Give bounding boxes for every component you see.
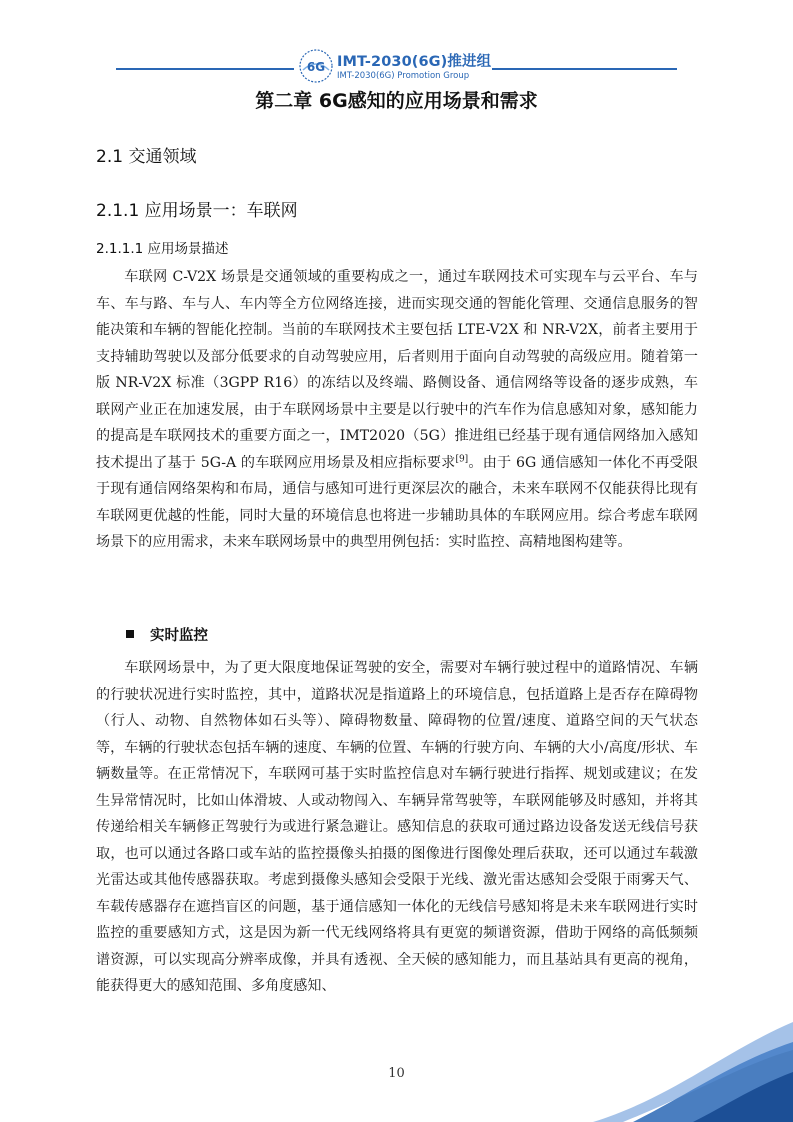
square-bullet-icon [126, 630, 134, 638]
citation-ref[interactable]: [9] [455, 453, 469, 464]
header-rule-left [116, 68, 294, 70]
imt-2030-logo-icon [298, 48, 334, 84]
intro-text-cont: 。由于 6G 通信感知一体化不再受限于现有通信网络架构和布局，通信与感知可进行更深层次的融合，未来车联网不仅能获得比现有车联网更优越的性能，同时大量的环境信息也将进一步辅助具体的车联网应用。综合考虑车联网场景下的应用需求，未来车联网场景中的典型用例包括：实时监控、高精地图构建等。 [96, 454, 699, 550]
corner-wave-decoration [553, 1002, 793, 1122]
page-header [0, 0, 793, 90]
section-heading: 2.1 交通领域 [96, 147, 197, 167]
logo-mark-text: 6G [306, 60, 326, 74]
page-number: 10 [388, 1066, 405, 1081]
monitoring-paragraph: 车联网场景中，为了更大限度地保证驾驶的安全，需要对车辆行驶过程中的道路情况、车辆的行驶状况进行实时监控，其中，道路状况是指道路上的环境信息，包括道路上是否存在障碍物（行人、动物、自然物体如石头等）、障碍物数量、障碍物的位置/速度、道路空间的天气状态等，车辆的行驶状态包括车辆的速度、车辆的位置、车辆的行驶方向、车辆的大小/高度/形状、车辆数量等。在正常情况下，车联网可基于实时监控信息对车辆行驶进行指挥、规划或建议；在发生异常情况时，比如山体滑坡、人或动物闯入、车辆异常驾驶等，车联网能够及时感知，并将其传递给相关车辆修正驾驶行为或进行紧急避让。感知信息的获取可通过路边设备发送无线信号获取，也可以通过各路口或车站的监控摄像头拍摄的图像进行图像处理后获取，还可以通过车载激光雷达或其他传感器获取。考虑到摄像头感知会受限于光线、激光雷达感知会受限于雨雾天气、车载传感器存在遮挡盲区的问题，基于通信感知一体化的无线信号感知将是未来车联网进行实时监控的重要感知方式，这是因为新一代无线网络将具有更宽的频谱资源，借助于网络的高低频频谱资源，可以实现高分辨率成像，并具有透视、全天候的感知能力，而且基站具有更高的视角，能获得更大的感知范围、多角度感知、 [96, 660, 698, 994]
bullet-heading-text: 实时监控 [150, 628, 208, 644]
org-subtitle: IMT-2030(6G) Promotion Group [337, 71, 470, 81]
chapter-title: 第二章 6G感知的应用场景和需求 [255, 90, 538, 112]
subsection-heading: 2.1.1 应用场景一：车联网 [96, 201, 298, 221]
bullet-heading [126, 624, 208, 645]
intro-text: 车联网 C-V2X 场景是交通领域的重要构成之一，通过车联网技术可实现车与云平台、车与车、车与路、车与人、车内等全方位网络连接，进而实现交通的智能化管理、交通信息服务的智能决策和车辆的智能化控制。当前的车联网技术主要包括 LTE-V2X 和 NR-V2X，前者主要用于支持辅助驾驶以及部分低要求的自动驾驶应用，后者则用于面向自动驾驶的高级应用。随着第一版 NR-V2X 标准（3GPP R16）的冻结以及终端、路侧设备、通信网络等设备的逐步成熟，车联网产业正在加速发展，由于车联网场景中主要是以行驶中的汽车作为信息感知对象，感知能力的提高是车联网技术的重要方面之一，IMT2020（5G）推进组已经基于现有通信网络加入感知技术提出了基于 5G-A 的车联网应用场景及相应指标要求 [96, 269, 698, 471]
subsubsection-heading: 2.1.1.1 应用场景描述 [96, 241, 229, 257]
intro-paragraph [96, 264, 698, 556]
header-rule-right [492, 68, 677, 70]
org-title: IMT-2030(6G)推进组 [337, 54, 492, 70]
